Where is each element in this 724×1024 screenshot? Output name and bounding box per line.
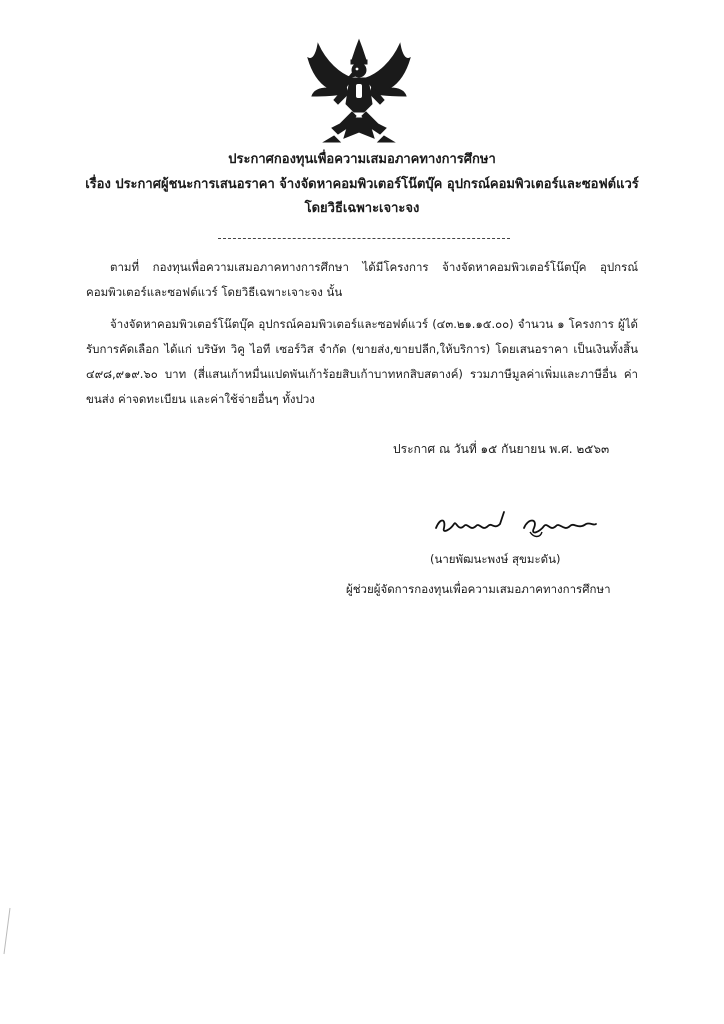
signer-name: (นายพัฒนะพงษ์ สุขมะดัน) <box>430 552 561 566</box>
scan-edge-mark <box>2 906 12 956</box>
method-title: โดยวิธีเฉพาะเจาะจง <box>304 201 420 216</box>
announcement-date: ประกาศ ณ วันที่ ๑๕ กันยายน พ.ศ. ๒๕๖๓ <box>393 442 610 456</box>
agency-title: ประกาศกองทุนเพื่อความเสมอภาคทางการศึกษา <box>228 152 496 167</box>
signer-title: ผู้ช่วยผู้จัดการกองทุนเพื่อความเสมอภาคทางการศึกษา <box>346 582 611 596</box>
dashed-divider <box>218 238 510 239</box>
body-paragraph-1: ตามที่ กองทุนเพื่อความเสมอภาคทางการศึกษา ได้มีโครงการ จ้างจัดหาคอมพิวเตอร์โน๊ตบุ๊ค อุปกรณ์คอมพิวเตอร์และซอฟต์แวร์ โดยวิธีเฉพาะเจาะจง นั้น <box>86 260 638 299</box>
handwritten-signature <box>430 506 600 542</box>
body-paragraph-2: จ้างจัดหาคอมพิวเตอร์โน๊ตบุ๊ค อุปกรณ์คอมพิวเตอร์และซอฟต์แวร์ (๔๓.๒๑.๑๕.๐๐) จำนวน ๑ โครงการ ผู้ได้รับการคัดเลือก ได้แก่ บริษัท วิคู ไอที เซอร์วิส จำกัด (ขายส่ง,ขายปลีก,ให้บริการ) โดยเสนอราคา เป็นเงินทั้งสิ้น ๔๙๘,๙๑๙.๖๐ บาท (สี่แสนเก้าหมื่นแปดพันเก้าร้อยสิบเก้าบาทหกสิบสตางค์) รวมภาษีมูลค่าเพิ่มและภาษีอื่น ค่าขนส่ง ค่าจดทะเบียน และค่าใช้จ่ายอื่นๆ ทั้งปวง <box>86 317 638 406</box>
garuda-emblem-icon <box>304 38 414 146</box>
subject-title: เรื่อง ประกาศผู้ชนะการเสนอราคา จ้างจัดหาคอมพิวเตอร์โน๊ตบุ๊ค อุปกรณ์คอมพิวเตอร์และซอฟต์แวร์ <box>85 177 639 192</box>
